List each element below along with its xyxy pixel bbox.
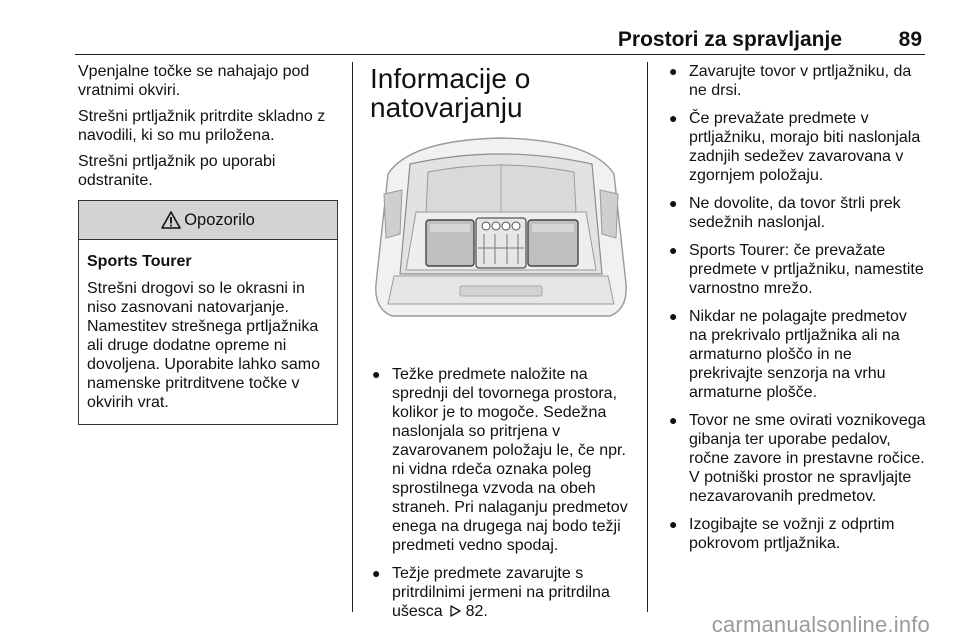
paragraph: Strešni prtljažnik pritrdite skladno z navodili, ki so mu priložena. (78, 108, 326, 144)
list-item-text: Težje predmete zavarujte s pritrdilnimi jermeni na pritrdilna ušesca (392, 565, 610, 620)
warning-text: Strešni drogovi so le okrasni in niso zasnovani natovarjanje. Namestitev strešnega prtljažnika ali druge dodatne opreme ni dovoljena. Uporabite lahko samo namenske pritrditvene točke v okvirih vrat. (87, 280, 321, 411)
safety-bullet-list (667, 62, 929, 553)
warning-title: Opozorilo (184, 210, 255, 229)
bullet-icon: ● (669, 516, 678, 532)
paragraph: Strešni prtljažnik po uporabi odstranite. (78, 153, 276, 189)
trunk-loading-illustration (370, 134, 632, 346)
list-item-text: Sports Tourer: če prevažate predmete v prtljažniku, namestite varnostno mrežo. (689, 242, 924, 297)
list-item (667, 411, 929, 506)
column-divider-right (647, 62, 648, 612)
bullet-icon: ● (669, 195, 678, 211)
paragraph: Vpenjalne točke se nahajajo pod vratnimi okviri. (78, 63, 310, 99)
list-item-text: Težke predmete naložite na sprednji del tovornega prostora, kolikor je to mogoče. Sedežna naslonjala so pritrjena v zavarovanem položaju le, če npr. ni vidna rdeča oznaka poleg sprostilnega vzvoda na obeh straneh. Pri nalaganju predmetov enega na drugega naj bodo težji predmeti vedno spodaj. (392, 366, 628, 554)
list-item-text: Ne dovolite, da tovor štrli prek sedežnih naslonjal. (689, 195, 901, 231)
column-middle (370, 62, 632, 630)
column-right (667, 62, 929, 562)
section-heading: Informacije o natovarjanju (370, 63, 531, 123)
bullet-icon: ● (372, 366, 381, 382)
bullet-icon: ● (669, 308, 678, 324)
list-item-text: Izogibajte se vožnji z odprtim pokrovom prtljažnika. (689, 516, 895, 552)
watermark: carmanualsonline.info (711, 612, 930, 637)
cross-reference-icon[interactable] (450, 605, 461, 617)
cross-reference-page[interactable]: 82. (465, 603, 488, 620)
list-item-text: Zavarujte tovor v prtljažniku, da ne drsi. (689, 63, 912, 99)
loading-bullet-list (370, 365, 632, 621)
list-item (667, 241, 929, 298)
column-divider-left (352, 62, 353, 612)
bullet-icon: ● (669, 412, 678, 428)
warning-triangle-icon (161, 211, 181, 229)
list-item (667, 307, 929, 402)
page-header-title: Prostori za spravljanje (617, 28, 842, 51)
header-rule (75, 54, 925, 55)
list-item-text: Nikdar ne polagajte predmetov na prekrivalo prtljažnika ali na armaturno ploščo in ne prekrivajte senzorja na vrhu armaturne plošče. (689, 308, 907, 401)
list-item (370, 564, 632, 621)
bullet-icon: ● (669, 242, 678, 258)
list-item (667, 109, 929, 185)
list-item (667, 62, 929, 100)
column-left (78, 62, 340, 425)
list-item-text: Tovor ne sme ovirati voznikovega gibanja ter uporabe pedalov, ročne zavore in prestavne ročice. V potniški prostor ne spravljajte nezavarovanih predmetov. (689, 412, 926, 505)
warning-header (79, 201, 337, 240)
page-number: 89 (898, 28, 922, 51)
list-item (667, 194, 929, 232)
list-item (667, 515, 929, 553)
bullet-icon: ● (372, 565, 381, 581)
bullet-icon: ● (669, 110, 678, 126)
warning-subtitle: Sports Tourer (87, 253, 192, 270)
bullet-icon: ● (669, 63, 678, 79)
warning-body (79, 240, 337, 424)
warning-box (78, 200, 338, 425)
list-item (370, 365, 632, 555)
list-item-text: Če prevažate predmete v prtljažniku, morajo biti naslonjala zadnjih sedežev zavarovana v zgornjem položaju. (689, 110, 921, 184)
